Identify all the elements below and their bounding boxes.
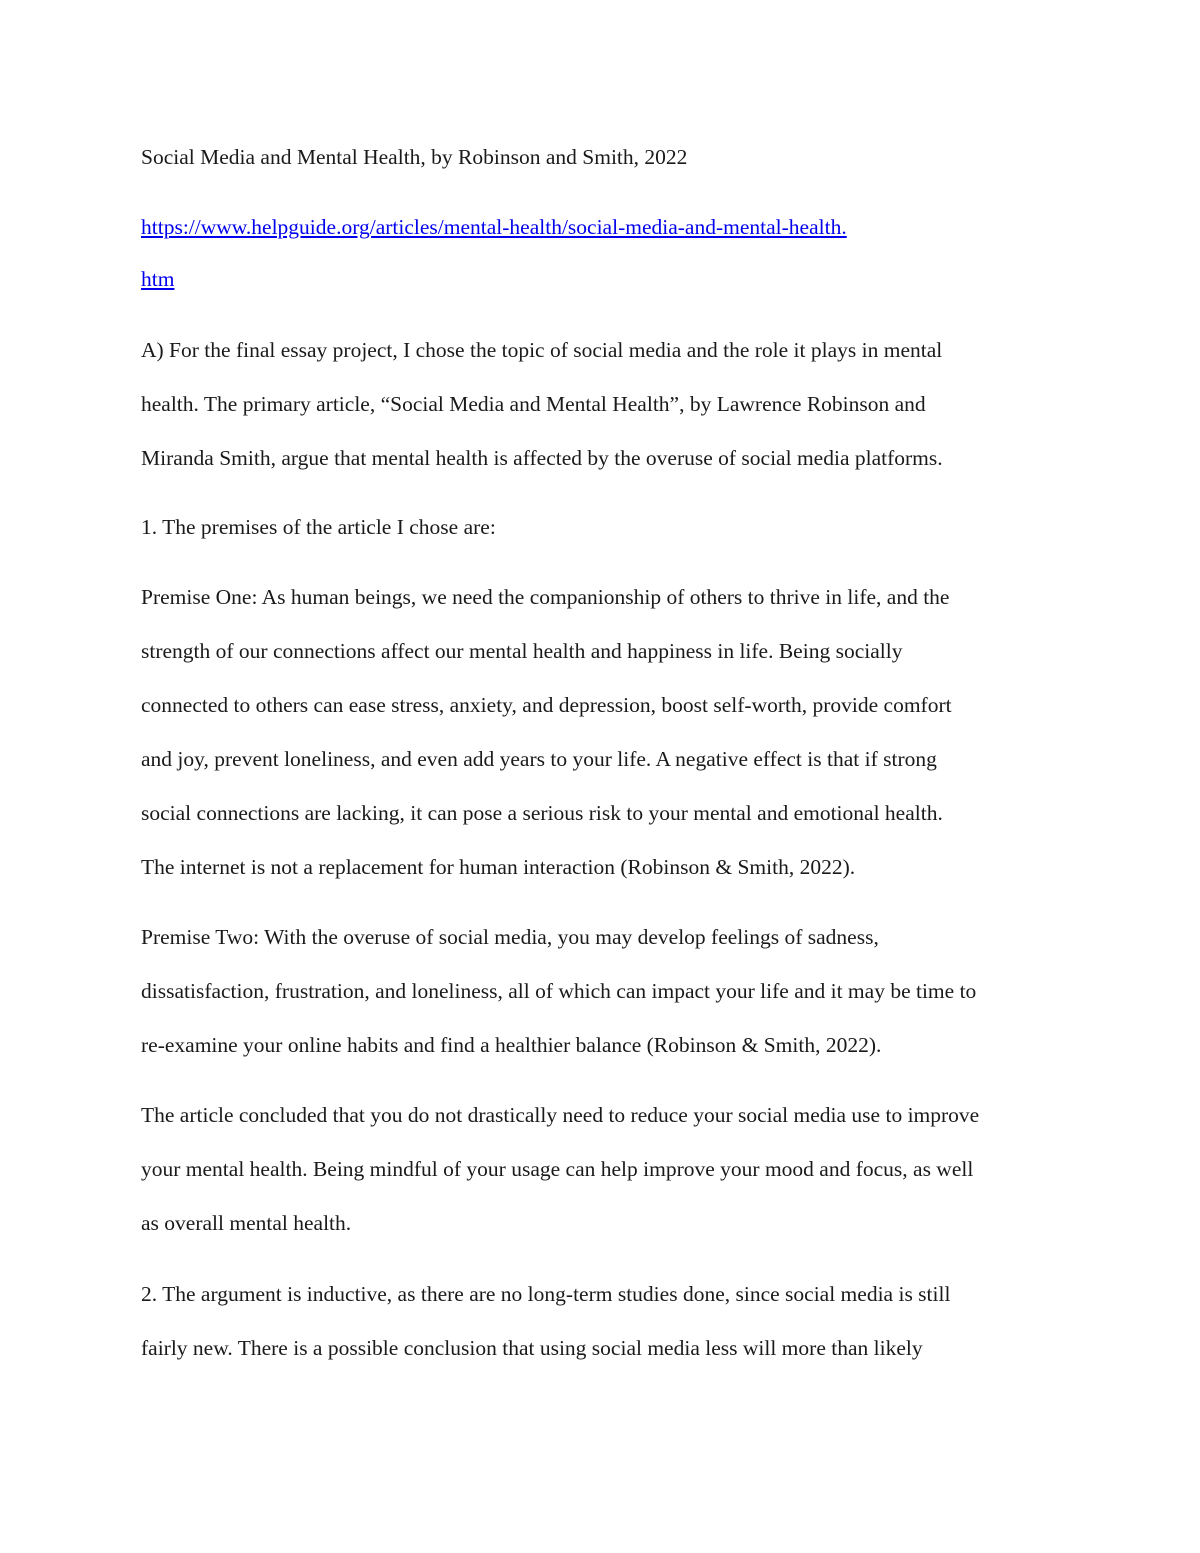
premise-one-line: social connections are lacking, it can pose a serious risk to your mental and emotional health.	[141, 801, 943, 825]
intro-line: Miranda Smith, argue that mental health is affected by the overuse of social media platforms.	[141, 446, 943, 470]
source-link-line-1[interactable]: https://www.helpguide.org/articles/mental-health/social-media-and-mental-health.	[141, 215, 847, 239]
argument-paragraph	[141, 1267, 950, 1375]
intro-paragraph	[141, 323, 943, 485]
premise-one-line: Premise One: As human beings, we need the companionship of others to thrive in life, and the	[141, 585, 950, 609]
premise-one-paragraph	[141, 570, 952, 894]
premise-one-line: connected to others can ease stress, anxiety, and depression, boost self-worth, provide comfort	[141, 693, 952, 717]
premise-two-paragraph	[141, 910, 976, 1072]
conclusion-paragraph	[141, 1088, 979, 1250]
premise-one-line: and joy, prevent loneliness, and even add years to your life. A negative effect is that if strong	[141, 747, 937, 771]
source-link-line-2[interactable]: htm	[141, 267, 175, 291]
conclusion-line: The article concluded that you do not drastically need to reduce your social media use to improve	[141, 1103, 980, 1127]
premises-heading-paragraph	[141, 500, 496, 554]
argument-line: 2. The argument is inductive, as there are no long-term studies done, since social media is still	[141, 1282, 951, 1306]
premise-one-line: The internet is not a replacement for human interaction (Robinson & Smith, 2022).	[141, 855, 856, 879]
premises-heading: 1. The premises of the article I chose are:	[141, 515, 496, 539]
intro-line: A) For the final essay project, I chose the topic of social media and the role it plays in mental	[141, 338, 943, 362]
conclusion-line: as overall mental health.	[141, 1211, 352, 1235]
premise-two-line: re-examine your online habits and find a healthier balance (Robinson & Smith, 2022).	[141, 1033, 882, 1057]
premise-two-line: dissatisfaction, frustration, and loneliness, all of which can impact your life and it may be time to	[141, 979, 977, 1003]
argument-line: fairly new. There is a possible conclusion that using social media less will more than likely	[141, 1336, 923, 1360]
premise-one-line: strength of our connections affect our mental health and happiness in life. Being socially	[141, 639, 903, 663]
conclusion-line: your mental health. Being mindful of your usage can help improve your mood and focus, as well	[141, 1157, 974, 1181]
citation-heading: Social Media and Mental Health, by Robinson and Smith, 2022	[141, 145, 688, 169]
premise-two-line: Premise Two: With the overuse of social media, you may develop feelings of sadness,	[141, 925, 879, 949]
intro-line: health. The primary article, “Social Media and Mental Health”, by Lawrence Robinson and	[141, 392, 926, 416]
